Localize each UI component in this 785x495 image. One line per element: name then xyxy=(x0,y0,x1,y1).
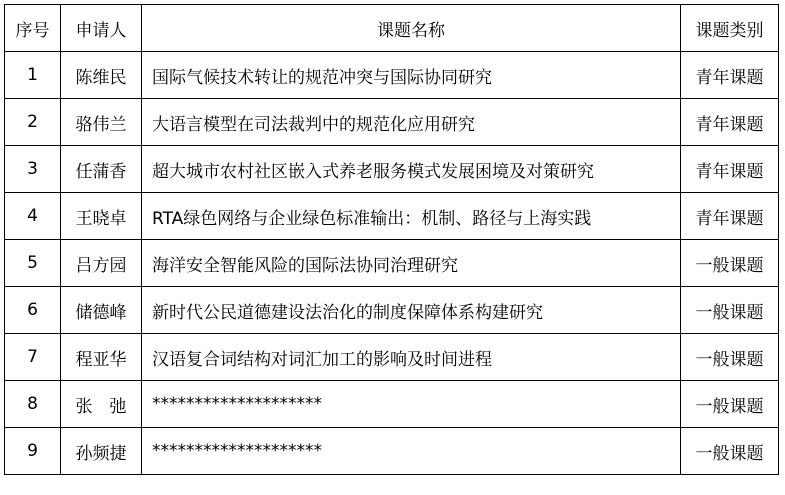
header-applicant: 申请人 xyxy=(61,5,142,52)
row-applicant: 吕方园 xyxy=(61,240,142,287)
row-type: 一般课题 xyxy=(681,287,779,334)
row-title: ******************** xyxy=(142,428,681,475)
row-no: 7 xyxy=(5,334,61,381)
row-type: 一般课题 xyxy=(681,240,779,287)
row-no: 2 xyxy=(5,99,61,146)
table-row xyxy=(5,334,779,381)
row-type: 青年课题 xyxy=(681,193,779,240)
project-table xyxy=(4,4,779,475)
table-row xyxy=(5,240,779,287)
row-type: 青年课题 xyxy=(681,146,779,193)
table-row xyxy=(5,52,779,99)
row-title: ******************** xyxy=(142,381,681,428)
row-title: 海洋安全智能风险的国际法协同治理研究 xyxy=(142,240,681,287)
row-title: 超大城市农村社区嵌入式养老服务模式发展困境及对策研究 xyxy=(142,146,681,193)
row-no: 1 xyxy=(5,52,61,99)
row-applicant: 张 弛 xyxy=(61,381,142,428)
row-no: 4 xyxy=(5,193,61,240)
header-title: 课题名称 xyxy=(142,5,681,52)
row-no: 5 xyxy=(5,240,61,287)
row-no: 3 xyxy=(5,146,61,193)
row-applicant: 孙频捷 xyxy=(61,428,142,475)
table-row xyxy=(5,287,779,334)
table-row xyxy=(5,428,779,475)
row-title: 汉语复合词结构对词汇加工的影响及时间进程 xyxy=(142,334,681,381)
row-type: 青年课题 xyxy=(681,52,779,99)
row-type: 一般课题 xyxy=(681,428,779,475)
table-row xyxy=(5,381,779,428)
row-applicant: 储德峰 xyxy=(61,287,142,334)
row-title: 大语言模型在司法裁判中的规范化应用研究 xyxy=(142,99,681,146)
row-title: RTA绿色网络与企业绿色标准输出：机制、路径与上海实践 xyxy=(142,193,681,240)
row-applicant: 任蒲香 xyxy=(61,146,142,193)
row-no: 8 xyxy=(5,381,61,428)
table-row xyxy=(5,99,779,146)
row-type: 一般课题 xyxy=(681,381,779,428)
header-no: 序号 xyxy=(5,5,61,52)
row-applicant: 陈维民 xyxy=(61,52,142,99)
row-title: 国际气候技术转让的规范冲突与国际协同研究 xyxy=(142,52,681,99)
row-applicant: 王晓卓 xyxy=(61,193,142,240)
row-applicant: 程亚华 xyxy=(61,334,142,381)
table-row xyxy=(5,193,779,240)
row-no: 6 xyxy=(5,287,61,334)
row-type: 一般课题 xyxy=(681,334,779,381)
row-no: 9 xyxy=(5,428,61,475)
row-applicant: 骆伟兰 xyxy=(61,99,142,146)
header-type: 课题类别 xyxy=(681,5,779,52)
table-row xyxy=(5,146,779,193)
header-row xyxy=(5,5,779,52)
row-type: 青年课题 xyxy=(681,99,779,146)
row-title: 新时代公民道德建设法治化的制度保障体系构建研究 xyxy=(142,287,681,334)
